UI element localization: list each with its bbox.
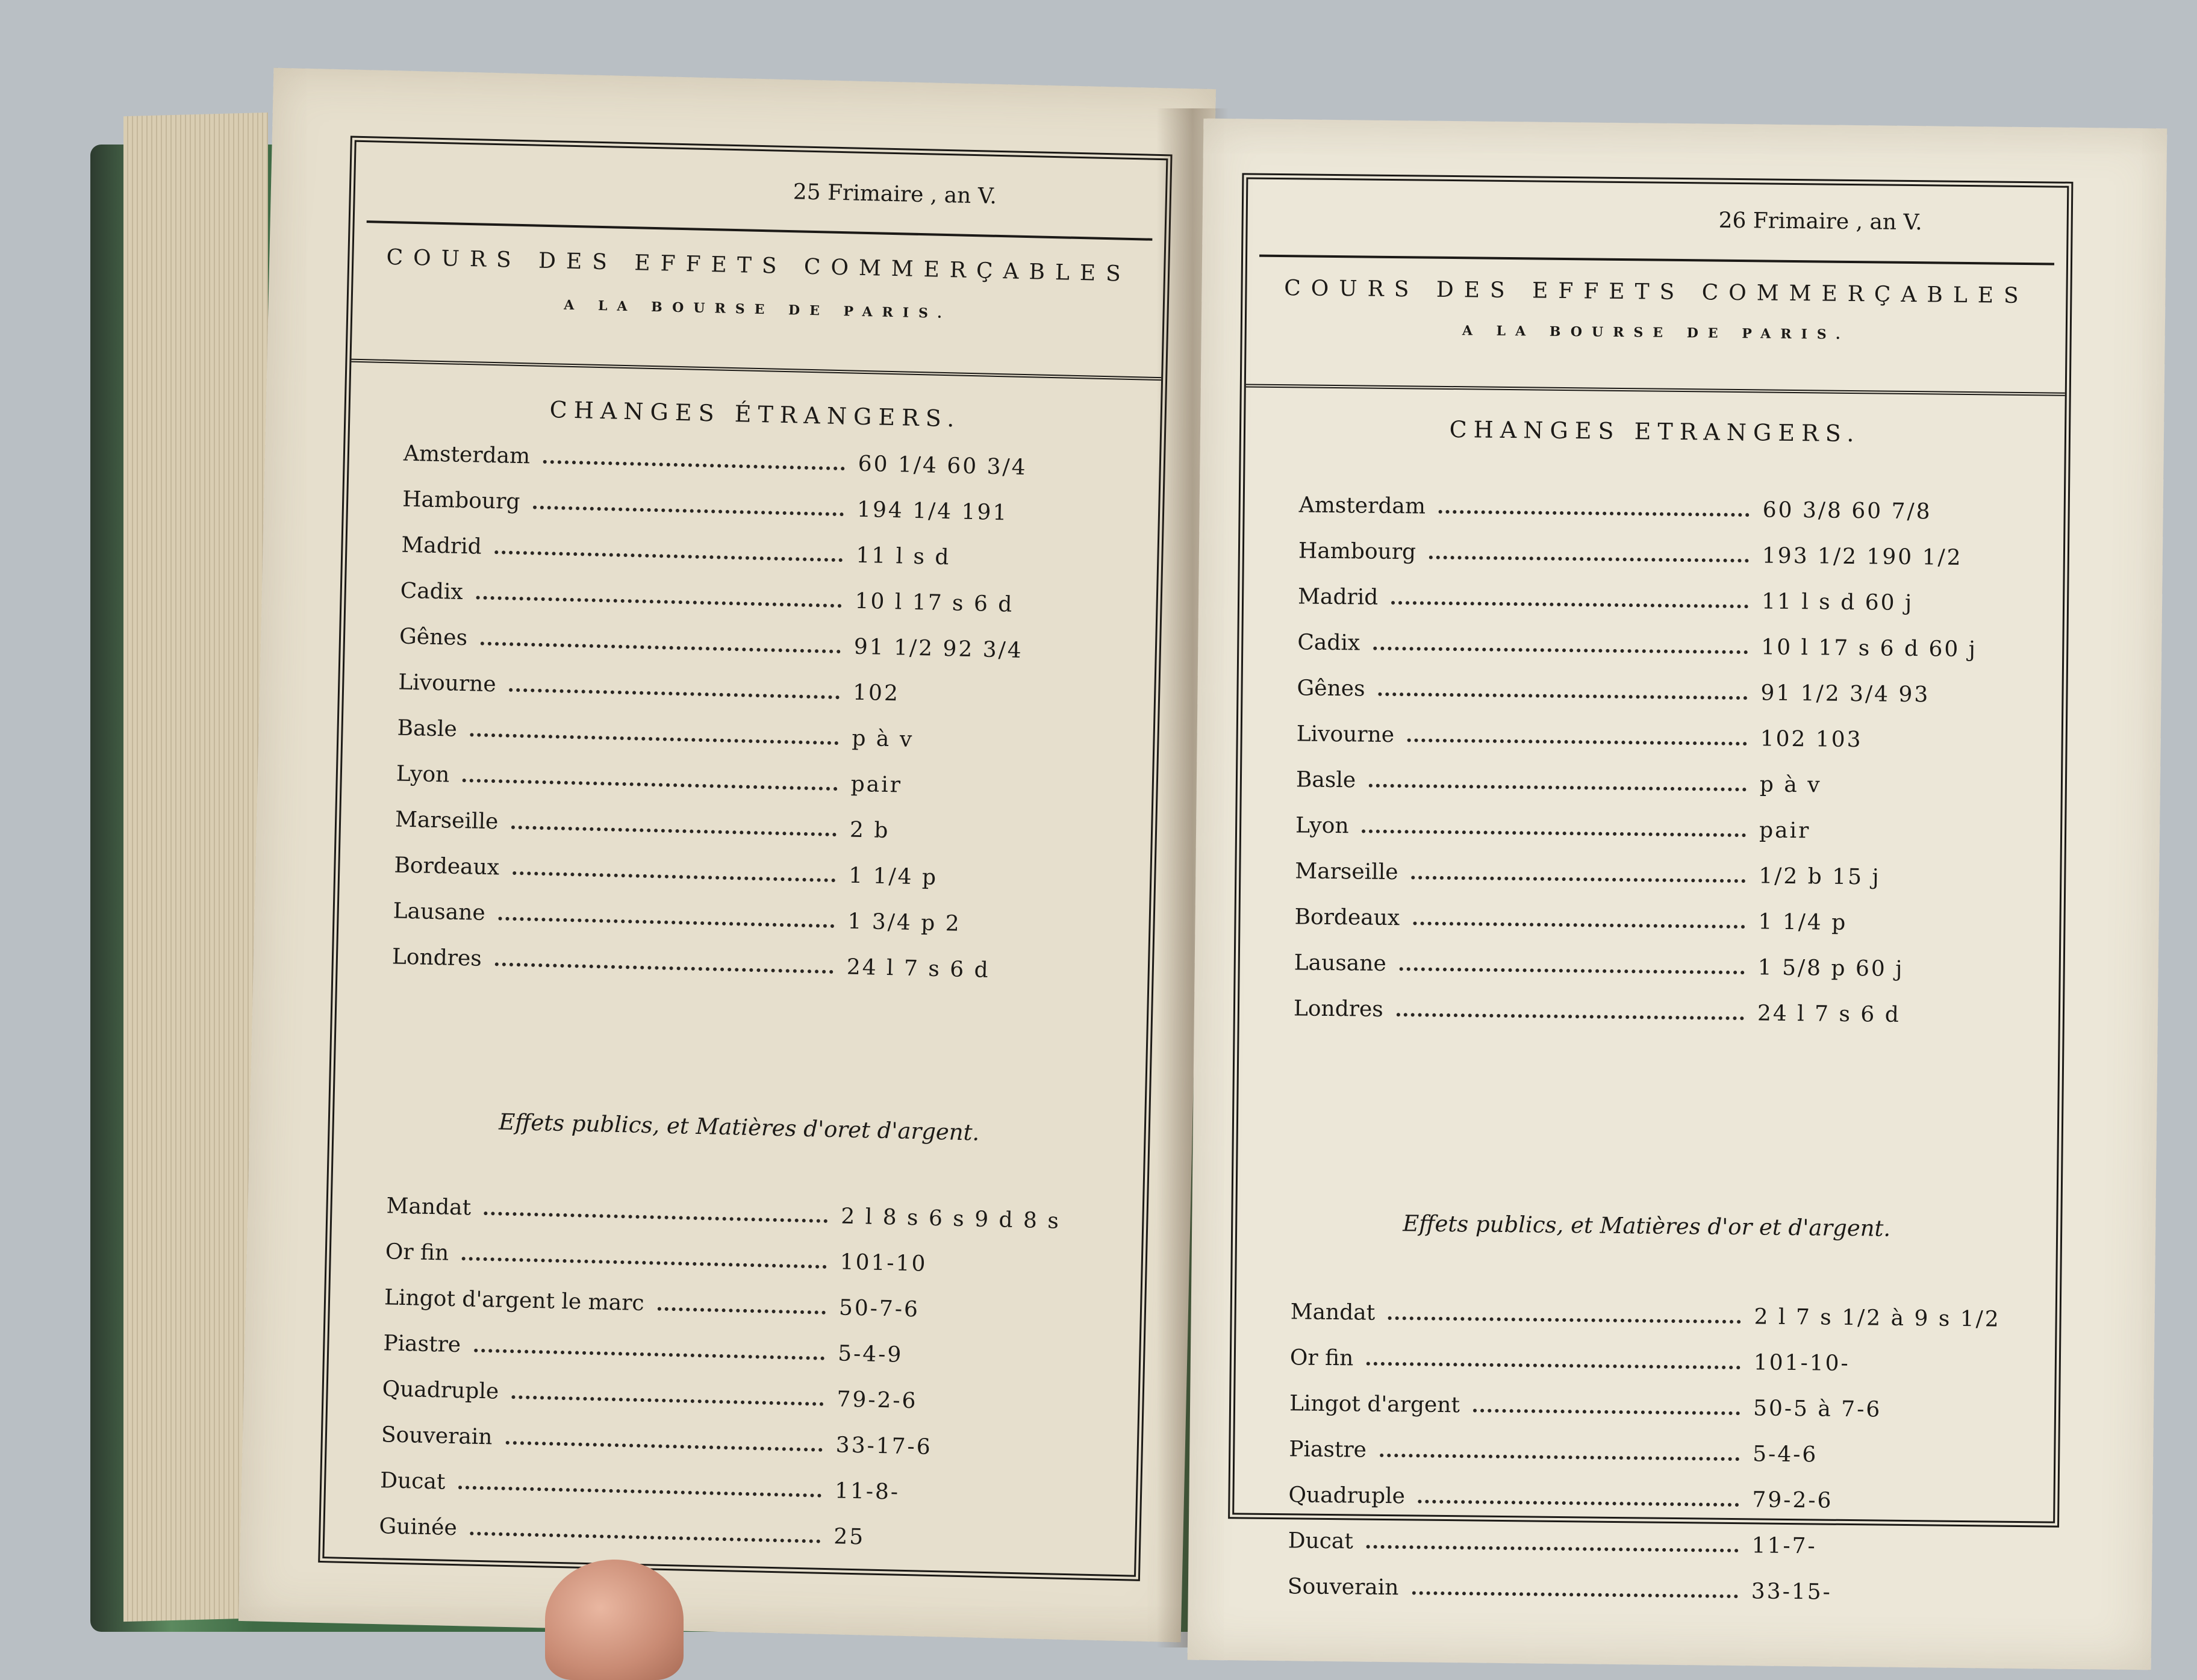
leader-dots: [481, 642, 841, 654]
row-label: Amsterdam: [403, 441, 531, 469]
leader-dots: [1369, 784, 1747, 792]
row-label: Basle: [1295, 767, 1356, 793]
leader-dots: [1473, 1408, 1740, 1415]
row-label: Piastre: [382, 1331, 461, 1358]
row-value: 1 1/4 p: [1758, 909, 1848, 935]
row-value: 50-5 à 7-6: [1753, 1396, 1882, 1422]
row-label: Bordeaux: [394, 853, 500, 880]
row-label: Gênes: [399, 624, 468, 651]
row-label: Amsterdam: [1298, 493, 1426, 519]
row-label: Ducat: [379, 1468, 446, 1495]
row-value: 1 5/8 p 60 j: [1757, 955, 1904, 982]
leader-dots: [470, 733, 839, 745]
exchange-row: [1298, 538, 2015, 591]
row-label: Quadruple: [1288, 1482, 1406, 1509]
exchange-row: [1295, 859, 2012, 912]
exchange-row: [1298, 493, 2016, 546]
row-value: 193 1/2 190 1/2: [1762, 543, 1963, 570]
right-page: [1188, 119, 2167, 1670]
row-value: 101-10: [840, 1249, 927, 1277]
leader-dots: [657, 1307, 826, 1314]
row-value: 2 l 8 s 6 s 9 d 8 s: [840, 1204, 1061, 1234]
leader-dots: [1380, 1454, 1739, 1461]
row-value: 11-7-: [1751, 1533, 1817, 1559]
leader-dots: [494, 550, 843, 562]
row-value: pair: [850, 771, 903, 798]
right-exchanges-heading: CHANGES ETRANGERS.: [1449, 415, 1861, 447]
exchange-row: [1297, 630, 2015, 683]
row-label: Lyon: [1295, 813, 1349, 839]
leader-dots: [1413, 921, 1745, 929]
leader-dots: [1407, 738, 1747, 745]
leader-dots: [533, 506, 844, 517]
row-label: Marseille: [1295, 859, 1398, 885]
row-value: 11-8-: [834, 1478, 900, 1505]
public-row: [1289, 1391, 2007, 1444]
left-page-subtitle: A LA BOURSE DE PARIS.: [563, 297, 952, 322]
public-row: [1288, 1528, 2005, 1581]
exchange-row: [1294, 904, 2012, 957]
row-value: 24 l 7 s 6 d: [1757, 1001, 1901, 1027]
row-label: Mandat: [1290, 1299, 1376, 1325]
row-label: Bordeaux: [1294, 904, 1400, 931]
row-value: 91 1/2 92 3/4: [853, 634, 1024, 664]
leader-dots: [505, 1441, 822, 1452]
row-label: Ducat: [1288, 1528, 1354, 1554]
right-public-heading: Effets publics, et Matières d'or et d'argent.: [1403, 1210, 1891, 1242]
row-value: 1/2 b 15 j: [1759, 863, 1881, 890]
exchange-row: [1293, 996, 2010, 1049]
right-page-date: 26 Frimaire , an V.: [1718, 208, 1922, 235]
row-value: 33-17-6: [835, 1433, 933, 1460]
right-page-subtitle: A LA BOURSE DE PARIS.: [1462, 323, 1850, 343]
row-value: 102 103: [1760, 726, 1863, 753]
row-value: 5-4-6: [1753, 1442, 1818, 1467]
row-label: Gênes: [1297, 676, 1365, 702]
right-public-list: [1287, 1299, 2007, 1627]
leader-dots: [495, 962, 834, 974]
row-value: 79-2-6: [837, 1387, 918, 1414]
row-label: Lingot d'argent le marc: [384, 1285, 645, 1316]
row-value: 10 l 17 s 6 d 60 j: [1761, 635, 1978, 662]
left-page: [238, 68, 1216, 1643]
left-page-header: [351, 142, 1166, 381]
exchange-row: [1296, 721, 2013, 774]
leader-dots: [1388, 1316, 1741, 1324]
leader-dots: [509, 688, 840, 699]
row-label: Madrid: [1297, 584, 1379, 610]
row-label: Piastre: [1289, 1437, 1367, 1463]
row-label: Hambourg: [1298, 538, 1416, 565]
row-label: Lyon: [396, 761, 450, 788]
row-value: 24 l 7 s 6 d: [846, 954, 991, 983]
public-row: [1289, 1437, 2006, 1490]
public-row: [1290, 1299, 2007, 1352]
leader-dots: [543, 460, 845, 470]
thumb: [545, 1560, 684, 1680]
left-page-title: COURS DES EFFETS COMMERÇABLES: [386, 244, 1132, 287]
leader-dots: [1411, 876, 1745, 883]
right-page-title: COURS DES EFFETS COMMERÇABLES: [1284, 276, 2029, 309]
row-label: Lausane: [1294, 950, 1386, 976]
leader-dots: [1429, 556, 1749, 563]
row-value: 11 l s d: [855, 543, 951, 570]
exchange-row: [1295, 813, 2013, 866]
exchange-row: [1297, 676, 2014, 729]
row-label: Marseille: [394, 807, 499, 835]
row-value: 10 l 17 s 6 d: [855, 588, 1014, 617]
left-page-date: 25 Frimaire , an V.: [793, 179, 997, 209]
public-row: [1287, 1574, 2004, 1627]
leader-dots: [512, 1395, 824, 1406]
leader-dots: [1391, 601, 1748, 608]
leader-dots: [458, 1486, 821, 1498]
row-value: 79-2-6: [1752, 1487, 1833, 1513]
leader-dots: [513, 871, 835, 882]
row-value: 50-7-6: [838, 1295, 920, 1322]
leader-dots: [1397, 1013, 1744, 1020]
leader-dots: [1439, 510, 1750, 517]
row-value: 91 1/2 3/4 93: [1760, 680, 1930, 708]
row-value: pair: [1759, 818, 1811, 844]
leader-dots: [498, 916, 834, 928]
row-label: Madrid: [401, 532, 482, 559]
row-value: 194 1/4 191: [856, 497, 1009, 526]
left-public-list: [378, 1193, 1094, 1576]
left-public-heading: Effets publics, et Matières d'oret d'argent.: [498, 1109, 980, 1146]
leader-dots: [484, 1212, 828, 1223]
row-label: Souverain: [381, 1422, 493, 1450]
public-row: [1288, 1482, 2005, 1535]
exchange-row: [1294, 950, 2011, 1003]
leader-dots: [474, 1349, 824, 1360]
exchange-row: [1298, 584, 2015, 637]
public-row: [1289, 1345, 2007, 1398]
right-exchange-list: [1293, 493, 2015, 1049]
row-value: 11 l s d 60 j: [1761, 589, 1914, 616]
header-rule: [1259, 255, 2054, 266]
row-value: 60 3/8 60 7/8: [1762, 497, 1932, 524]
row-label: Souverain: [1287, 1574, 1399, 1601]
row-label: Londres: [1293, 996, 1383, 1022]
row-label: Or fin: [1289, 1345, 1354, 1371]
row-label: Cadix: [1297, 630, 1360, 656]
row-label: Quadruple: [382, 1377, 499, 1404]
row-value: 2 l 7 s 1/2 à 9 s 1/2: [1754, 1304, 2001, 1332]
right-page-frame: [1228, 173, 2073, 1605]
row-label: Cadix: [400, 578, 464, 605]
row-value: 2 b: [849, 817, 890, 844]
row-value: 101-10-: [1753, 1350, 1850, 1377]
row-value: 1 3/4 p 2: [847, 909, 962, 936]
row-label: Basle: [397, 715, 458, 742]
row-value: 102: [852, 680, 900, 706]
row-value: p à v: [851, 726, 914, 752]
leader-dots: [476, 596, 841, 608]
row-label: Or fin: [385, 1239, 449, 1266]
left-page-frame: [318, 136, 1172, 1581]
leader-dots: [1400, 967, 1745, 974]
row-label: Lausane: [393, 898, 486, 926]
header-rule: [367, 220, 1153, 241]
exchange-row: [1295, 767, 2013, 820]
right-page-header: [1246, 179, 2068, 396]
row-label: Livourne: [397, 670, 497, 697]
leader-dots: [463, 779, 837, 791]
left-exchange-list: [391, 441, 1111, 1006]
row-value: 25: [833, 1524, 865, 1550]
leader-dots: [1362, 830, 1747, 838]
leader-dots: [1367, 1362, 1740, 1369]
left-exchanges-heading: CHANGES ÉTRANGERS.: [549, 396, 962, 432]
row-value: 1 1/4 p: [848, 863, 938, 890]
row-label: Guinée: [379, 1514, 458, 1541]
leader-dots: [1373, 647, 1748, 655]
row-label: Londres: [391, 944, 482, 971]
leader-dots: [462, 1257, 827, 1269]
leader-dots: [1418, 1500, 1739, 1507]
leader-dots: [1378, 692, 1747, 700]
row-label: Livourne: [1296, 721, 1395, 748]
row-value: 33-15-: [1751, 1579, 1833, 1605]
leader-dots: [1367, 1545, 1739, 1552]
row-value: 5-4-9: [837, 1341, 903, 1367]
leader-dots: [1412, 1591, 1737, 1598]
row-value: p à v: [1759, 772, 1822, 798]
leader-dots: [511, 826, 837, 836]
row-label: Hambourg: [402, 487, 520, 515]
leader-dots: [470, 1532, 821, 1543]
row-label: Mandat: [386, 1193, 472, 1221]
row-label: Lingot d'argent: [1289, 1391, 1460, 1418]
row-value: 60 1/4 60 3/4: [858, 451, 1028, 481]
